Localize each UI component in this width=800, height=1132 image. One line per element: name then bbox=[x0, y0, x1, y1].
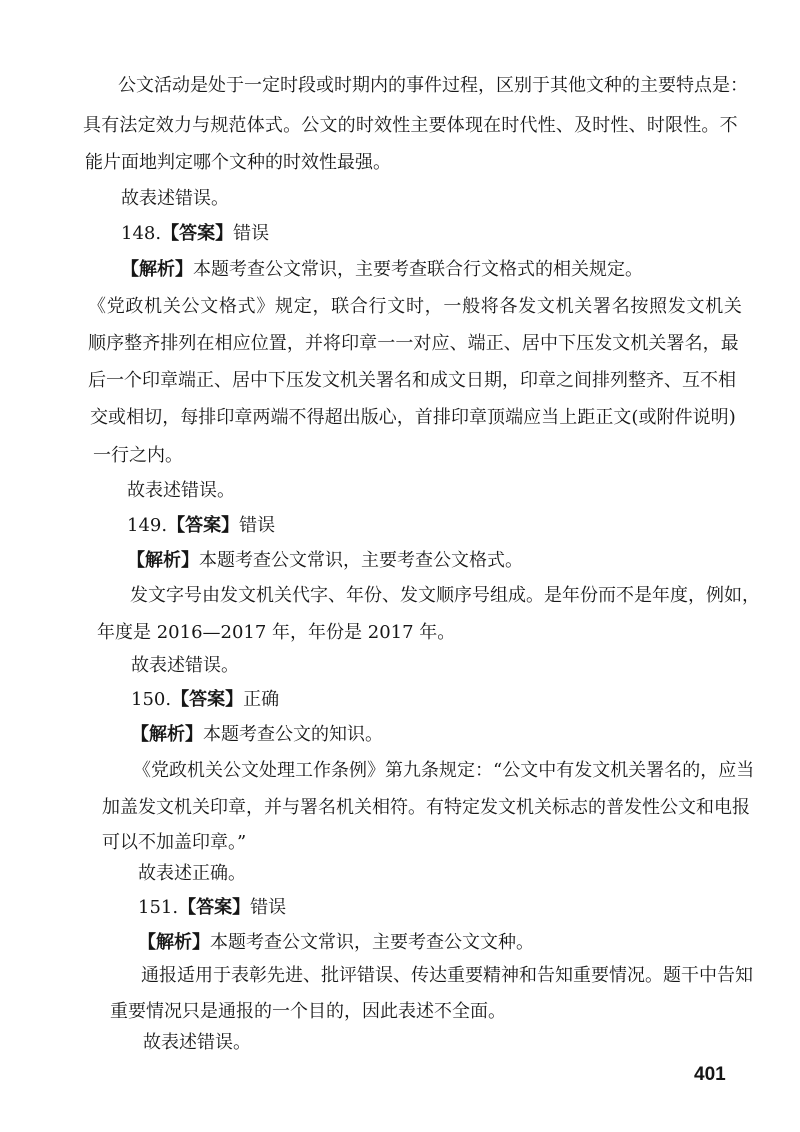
text-line: 能片面地判定哪个文种的时效性最强。 bbox=[85, 152, 391, 173]
analysis-line-151 bbox=[138, 932, 534, 954]
text-line: 具 有 法 定 效 力 与 规 范 体 式 。 公 文 的 时 效 性 主 要 体 现 在 时 代 性 、 及 时 性 、 时 限 性 。 不 bbox=[83, 115, 738, 136]
conclusion-line: 故表述错误。 bbox=[121, 188, 229, 209]
analysis-text: 本题考查公文常识，主要考查公文文种。 bbox=[210, 932, 534, 953]
conclusion-line: 故表述正确。 bbox=[138, 863, 246, 884]
conclusion-line: 故表述错误。 bbox=[143, 1032, 251, 1053]
text-line: 《 党 政 机 关 公 文 处 理 工 作 条 例 》 第 九 条 规 定 ： “ 公 文 中 有 发 文 机 关 署 名 的 ， 应 当 bbox=[133, 760, 755, 781]
answer-tag: 【答案】 bbox=[161, 223, 234, 244]
answer-tag: 【答案】 bbox=[178, 897, 251, 918]
text-line: 一行之内。 bbox=[93, 445, 183, 466]
analysis-tag: 【解析】 bbox=[127, 550, 199, 571]
answer-line-148 bbox=[121, 223, 269, 245]
analysis-text: 本题考查公文常识，主要考查公文格式。 bbox=[199, 550, 523, 571]
question-number: 151. bbox=[138, 897, 179, 918]
conclusion-line: 故表述错误。 bbox=[127, 480, 235, 501]
text-line: 可以不加盖印章。” bbox=[102, 832, 247, 853]
text-line: 通 报 适 用 于 表 彰 先 进 、 批 评 错 误 、 传 达 重 要 精 神 和 告 知 重 要 情 况 。 题 干 中 告 知 bbox=[141, 965, 753, 986]
text-line: 年度是 2016—2017 年，年份是 2017 年。 bbox=[97, 622, 456, 643]
conclusion-line: 故表述错误。 bbox=[131, 655, 239, 676]
text-line: 交 或 相 切 ， 每 排 印 章 两 端 不 得 超 出 版 心 ， 首 排 印 章 顶 端 应 当 上 距 正 文 ( 或 附 件 说 明 ) bbox=[90, 407, 736, 428]
answer-tag: 【答案】 bbox=[171, 689, 244, 710]
analysis-tag: 【解析】 bbox=[138, 932, 210, 953]
page-number: 401 bbox=[694, 1064, 726, 1085]
analysis-line-149 bbox=[127, 550, 523, 572]
question-number: 149. bbox=[127, 515, 168, 536]
answer-line-150 bbox=[131, 689, 279, 711]
text-line: 《 党 政 机 关 公 文 格 式 》 规 定 ， 联 合 行 文 时 ， 一 般 将 各 发 文 机 关 署 名 按 照 发 文 机 关 bbox=[88, 296, 742, 317]
text-line: 顺 序 整 齐 排 列 在 相 应 位 置 ， 并 将 印 章 一 一 对 应 、 端 正 、 居 中 下 压 发 文 机 关 署 名 ， 最 bbox=[88, 333, 739, 354]
answer-line-151 bbox=[138, 897, 286, 919]
question-number: 148. bbox=[121, 223, 162, 244]
analysis-line-148 bbox=[121, 259, 643, 281]
analysis-text: 本题考查公文的知识。 bbox=[203, 724, 383, 745]
text-line: 重要情况只是通报的一个目的，因此表述不全面。 bbox=[110, 1001, 506, 1022]
text-line: 加 盖 发 文 机 关 印 章 ， 并 与 署 名 机 关 相 符 。 有 特 定 发 文 机 关 标 志 的 普 发 性 公 文 和 电 报 bbox=[102, 797, 750, 818]
answer-value: 错误 bbox=[250, 897, 287, 918]
answer-value: 正确 bbox=[243, 689, 280, 710]
text-line: 发 文 字 号 由 发 文 机 关 代 字 、 年 份 、 发 文 顺 序 号 组 成 。 是 年 份 而 不 是 年 度 ， 例 如 ， bbox=[130, 585, 760, 606]
answer-value: 错误 bbox=[233, 223, 270, 244]
answer-line-149 bbox=[127, 515, 275, 537]
text-line: 后 一 个 印 章 端 正 、 居 中 下 压 发 文 机 关 署 名 和 成 文 日 期 ， 印 章 之 间 排 列 整 齐 、 互 不 相 bbox=[88, 370, 736, 391]
analysis-text: 本题考查公文常识，主要考查联合行文格式的相关规定。 bbox=[193, 259, 643, 280]
text-line: 公 文 活 动 是 处 于 一 定 时 段 或 时 期 内 的 事 件 过 程 ， 区 别 于 其 他 文 种 的 主 要 特 点 是 ： bbox=[118, 75, 748, 96]
analysis-line-150 bbox=[131, 724, 383, 746]
answer-value: 错误 bbox=[239, 515, 276, 536]
analysis-tag: 【解析】 bbox=[121, 259, 193, 280]
answer-tag: 【答案】 bbox=[167, 515, 240, 536]
question-number: 150. bbox=[131, 689, 172, 710]
analysis-tag: 【解析】 bbox=[131, 724, 203, 745]
